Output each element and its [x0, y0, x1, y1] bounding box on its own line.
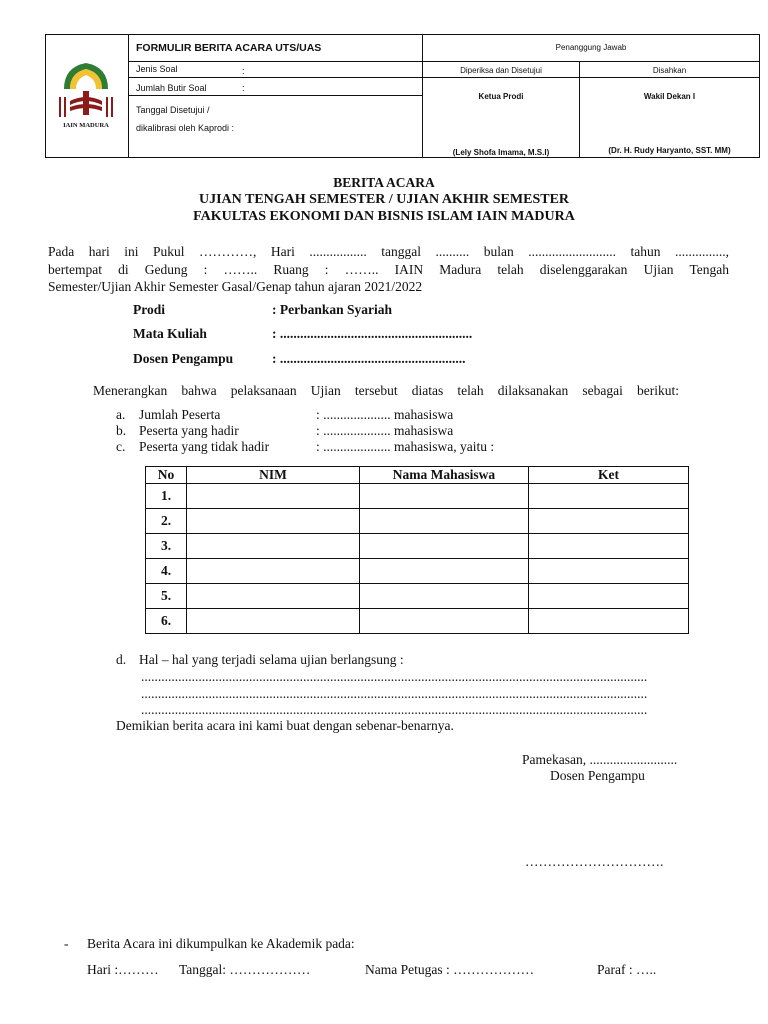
nama-cell[interactable] [360, 534, 529, 559]
ket-cell[interactable] [529, 609, 689, 634]
doc-title-2: UJIAN TENGAH SEMESTER / UJIAN AKHIR SEMESTER [198, 192, 570, 207]
absent-students-table [145, 466, 689, 634]
signature-line: …………………………. [525, 854, 664, 869]
dosen-pengampu-label: Dosen Pengampu [133, 351, 234, 366]
ket-cell[interactable] [529, 559, 689, 584]
head-title: Ketua Prodi [478, 92, 524, 101]
col-nim: NIM [187, 467, 360, 484]
form-header [45, 34, 760, 158]
row-number: 6. [146, 609, 187, 634]
nama-cell[interactable] [360, 484, 529, 509]
item-d-letter: d. [116, 652, 127, 667]
nama-cell[interactable] [360, 509, 529, 534]
footer-tanggal: Tanggal: ……………… [179, 962, 311, 977]
table-row [146, 509, 689, 534]
table-header-row [146, 467, 689, 484]
footer-note: Berita Acara ini dikumpulkan ke Akademik pada: [87, 936, 355, 951]
footer-bullet: - [64, 936, 69, 951]
jumlah-butir-colon: : [242, 83, 245, 93]
item-c-letter: c. [116, 439, 126, 454]
dotted-line-1: ...................................................................................................................................................... [141, 669, 648, 684]
table-row [146, 534, 689, 559]
responsible-label: Penanggung Jawab [555, 43, 627, 52]
dean-name: (Dr. H. Rudy Haryanto, SST. MM) [608, 146, 731, 155]
explain-text: Menerangkan bahwa pelaksanaan Ujian tersebut diatas telah dilaksanakan sebagai berikut: [93, 383, 679, 398]
checked-label: Diperiksa dan Disetujui [460, 66, 542, 75]
footer-petugas: Nama Petugas : ……………… [365, 962, 535, 977]
item-a-value: : .................... mahasiswa [316, 407, 454, 422]
intro-line-1: Pada hari ini Pukul …………, Hari ................. tanggal .......... bulan .......................... tahun ..............., [48, 244, 729, 259]
row-number: 3. [146, 534, 187, 559]
nim-cell[interactable] [187, 509, 360, 534]
jenis-soal-label: Jenis Soal [136, 64, 178, 74]
dotted-line-2: ...................................................................................................................................................... [141, 686, 648, 701]
approval-line-2: dikalibrasi oleh Kaprodi : [136, 123, 235, 133]
nim-cell[interactable] [187, 559, 360, 584]
closing-text: Demikian berita acara ini kami buat dengan sebenar-benarnya. [116, 718, 454, 733]
table-row [146, 484, 689, 509]
nim-cell[interactable] [187, 609, 360, 634]
item-a-label: Jumlah Peserta [139, 407, 221, 422]
item-b-value: : .................... mahasiswa [316, 423, 454, 438]
nim-cell[interactable] [187, 534, 360, 559]
dosen-pengampu-value: : ....................................................... [272, 351, 466, 366]
approval-line-1: Tanggal Disetujui / [136, 105, 210, 115]
signature-role: Dosen Pengampu [550, 768, 645, 783]
table-row [146, 609, 689, 634]
doc-title-1: BERITA ACARA [333, 175, 435, 190]
footer-paraf: Paraf : ….. [597, 962, 657, 977]
dean-title: Wakil Dekan I [643, 92, 696, 101]
item-d-label: Hal – hal yang terjadi selama ujian berlangsung : [139, 652, 404, 667]
item-b-label: Peserta yang hadir [139, 423, 239, 438]
mata-kuliah-label: Mata Kuliah [133, 326, 207, 341]
intro-line-2: bertempat di Gedung : …….. Ruang : …….. IAIN Madura telah diselenggarakan Ujian Tengah [48, 262, 729, 277]
row-number: 4. [146, 559, 187, 584]
nama-cell[interactable] [360, 559, 529, 584]
nama-cell[interactable] [360, 609, 529, 634]
ket-cell[interactable] [529, 509, 689, 534]
col-no: No [146, 467, 187, 484]
mata-kuliah-value: : ......................................................... [272, 326, 473, 341]
signature-place: Pamekasan, .......................... [522, 752, 678, 767]
dotted-line-3: ...................................................................................................................................................... [141, 702, 648, 717]
ket-cell[interactable] [529, 484, 689, 509]
footer-hari: Hari :……… [87, 962, 159, 977]
prodi-label: Prodi [133, 302, 166, 317]
nim-cell[interactable] [187, 484, 360, 509]
item-a-letter: a. [116, 407, 126, 422]
col-ket: Ket [529, 467, 689, 484]
ket-cell[interactable] [529, 584, 689, 609]
iain-madura-logo [56, 61, 116, 129]
jumlah-butir-label: Jumlah Butir Soal [136, 83, 207, 93]
item-c-label: Peserta yang tidak hadir [139, 439, 270, 454]
nama-cell[interactable] [360, 584, 529, 609]
table-row [146, 559, 689, 584]
item-b-letter: b. [116, 423, 127, 438]
table-row [146, 584, 689, 609]
jenis-soal-colon: : [242, 66, 245, 76]
prodi-value: : Perbankan Syariah [272, 302, 393, 317]
ket-cell[interactable] [529, 534, 689, 559]
doc-title-3: FAKULTAS EKONOMI DAN BISNIS ISLAM IAIN MADURA [193, 209, 575, 224]
head-name: (Lely Shofa Imama, M.S.I) [452, 148, 550, 157]
item-c-value: : .................... mahasiswa, yaitu : [316, 439, 495, 454]
col-nama: Nama Mahasiswa [360, 467, 529, 484]
row-number: 1. [146, 484, 187, 509]
row-number: 2. [146, 509, 187, 534]
svg-text:IAIN MADURA: IAIN MADURA [63, 122, 109, 129]
form-title: FORMULIR BERITA ACARA UTS/UAS [136, 42, 322, 54]
row-number: 5. [146, 584, 187, 609]
authorized-label: Disahkan [652, 66, 687, 75]
intro-line-3: Semester/Ujian Akhir Semester Gasal/Genap tahun ajaran 2021/2022 [48, 279, 423, 294]
nim-cell[interactable] [187, 584, 360, 609]
